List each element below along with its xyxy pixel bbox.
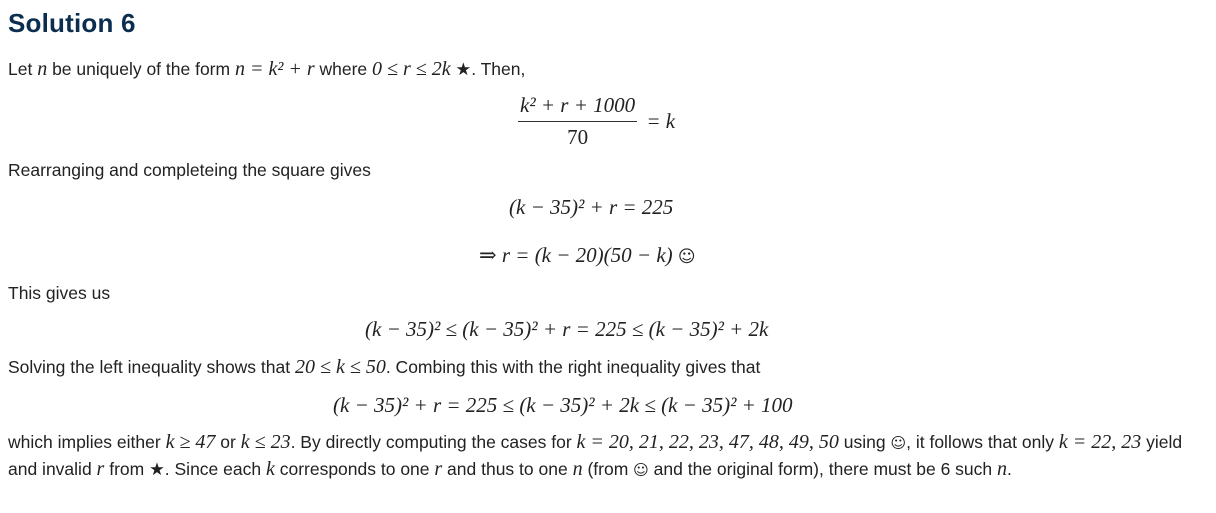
math-cases-list: k = 20, 21, 22, 23, 47, 48, 49, 50 xyxy=(576,431,839,453)
math-form: n = k² + r xyxy=(234,58,315,80)
text: yield and invalid xyxy=(8,432,1183,479)
star-icon: ★ xyxy=(149,460,165,480)
star-icon: ★ xyxy=(455,60,472,80)
math-n: n xyxy=(997,458,1008,480)
text: from xyxy=(104,459,150,479)
math-condition: 0 ≤ r ≤ 2k xyxy=(372,58,451,80)
text: (from xyxy=(582,459,634,479)
math-k: k xyxy=(265,458,275,480)
text: using xyxy=(838,432,891,452)
math-range: 20 ≤ k ≤ 50 xyxy=(294,356,386,378)
math-r: r xyxy=(434,458,443,480)
fraction-rhs: = k xyxy=(646,109,676,133)
text: or xyxy=(215,432,241,452)
text: . By directly computing the cases for xyxy=(290,432,577,452)
text: be uniquely of the form xyxy=(47,59,235,79)
math-case: k ≤ 23 xyxy=(240,431,291,453)
text: . xyxy=(1007,459,1012,479)
smiley-icon: ☺ xyxy=(677,247,696,267)
fraction xyxy=(518,93,637,150)
paragraph-solving xyxy=(8,354,760,380)
equation-fraction xyxy=(518,93,675,150)
text: , it follows that only xyxy=(906,432,1059,452)
text: where xyxy=(314,59,372,79)
fraction-numerator: k² + r + 1000 xyxy=(518,93,637,122)
text: corresponds to one xyxy=(274,459,435,479)
fraction-denominator: 70 xyxy=(567,125,589,149)
text: Solving the left inequality shows that xyxy=(8,357,295,377)
math-invalid-cases: k = 22, 23 xyxy=(1058,431,1142,453)
text: and thus to one xyxy=(442,459,573,479)
text: and the original form), there must be 6 such xyxy=(648,459,998,479)
text: . Combing this with the right inequality gives that xyxy=(385,357,761,377)
text: Let xyxy=(8,59,38,79)
math-r: r xyxy=(96,458,105,480)
math-n: n xyxy=(572,458,583,480)
text: . Then, xyxy=(471,59,526,79)
smiley-icon: ☺ xyxy=(890,434,907,452)
text: . Since each xyxy=(164,459,266,479)
text: which implies either xyxy=(8,432,166,452)
paragraph-rearranging: Rearranging and completeing the square gives xyxy=(8,160,371,180)
page-title: Solution 6 xyxy=(8,8,136,38)
smiley-icon: ☺ xyxy=(633,461,649,479)
equation-text: ⇒ r = (k − 20)(50 − k) xyxy=(479,243,673,267)
intro-paragraph xyxy=(8,56,525,83)
equation-inequality-chain: (k − 35)² ≤ (k − 35)² + r = 225 ≤ (k − 35)² + 2k xyxy=(365,317,769,341)
equation-completed-square: (k − 35)² + r = 225 xyxy=(509,195,674,219)
equation-r-factored xyxy=(479,243,696,268)
paragraph-gives-us: This gives us xyxy=(8,283,111,303)
math-case: k ≥ 47 xyxy=(165,431,216,453)
paragraph-conclusion xyxy=(8,429,1198,483)
equation-upper-bound: (k − 35)² + r = 225 ≤ (k − 35)² + 2k ≤ (k − 35)² + 100 xyxy=(333,393,793,417)
math-n: n xyxy=(37,58,48,80)
